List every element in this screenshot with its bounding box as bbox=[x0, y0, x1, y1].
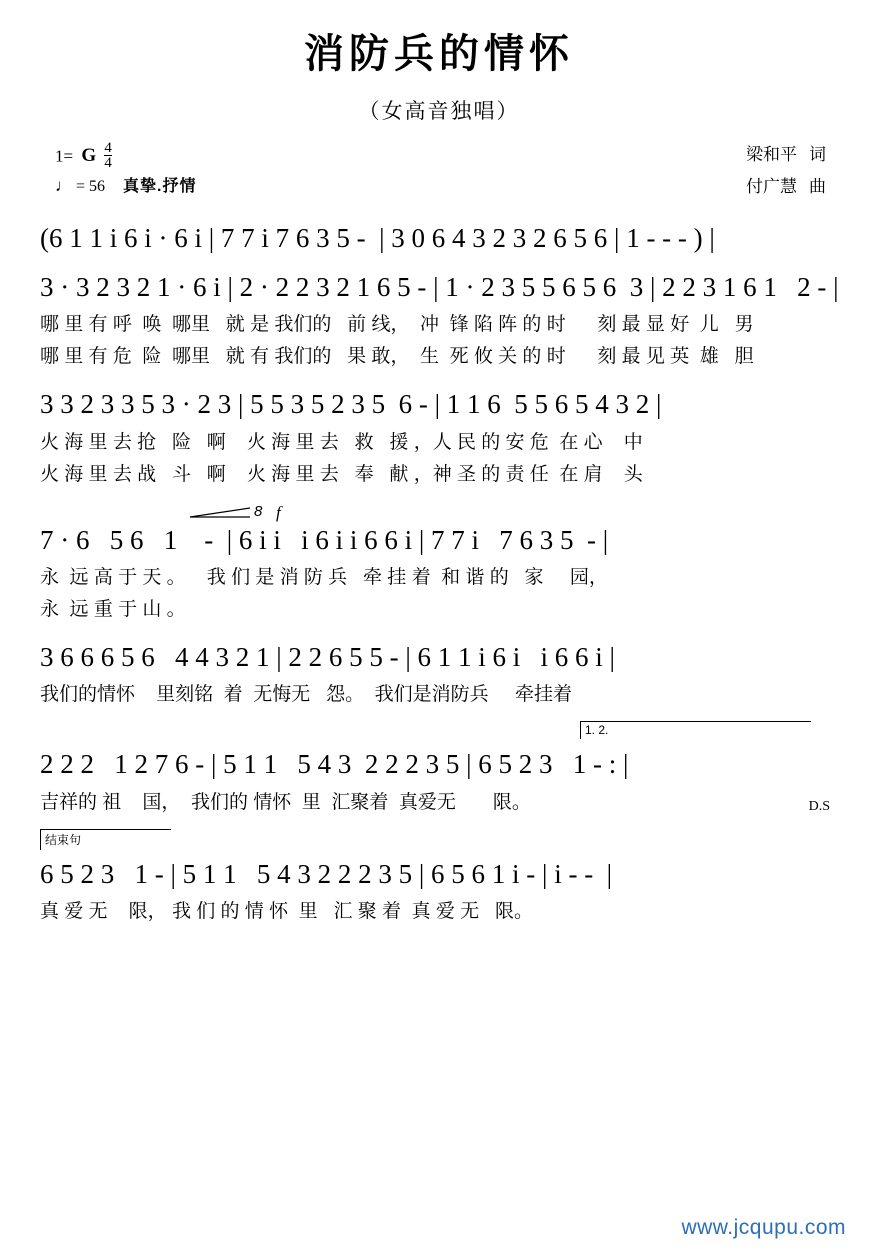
expression-marking: 真挚.抒情 bbox=[123, 178, 197, 195]
notation-line: 7 · 6 5 6 1 - | 6 i i i 6 i i 6 6 i | 7 7 i 7 6 3 5 - | bbox=[40, 524, 609, 555]
tempo-value: = 56 bbox=[76, 178, 106, 195]
dal-segno-mark: D.S bbox=[808, 799, 830, 815]
page-title: 消防兵的情怀 bbox=[304, 32, 574, 76]
lyric-line-2: 永 远 重 于 山 。 bbox=[40, 599, 186, 621]
system-2 bbox=[40, 266, 838, 375]
composer-role: 曲 bbox=[809, 177, 826, 197]
source-url[interactable]: www.jcqupu.com bbox=[681, 1216, 846, 1239]
score-metadata bbox=[0, 139, 878, 217]
notation-line: 3 3 2 3 3 5 3 · 2 3 | 5 5 3 5 2 3 5 6 - | 1 1 6 5 5 6 5 4 3 2 | bbox=[40, 389, 662, 420]
key-label: 1= bbox=[55, 146, 74, 166]
lyric-line-1: 我们的情怀 里刻铭 着 无悔无 怨。 我们是消防兵 牵挂着 bbox=[40, 684, 573, 706]
lyricist-role: 词 bbox=[809, 145, 826, 164]
composer-line bbox=[746, 171, 826, 203]
octave-mark: 8 bbox=[254, 502, 263, 520]
lyric-line-1: 火 海 里 去 抢 险 啊 火 海 里 去 救 援 ，人 民 的 安 危 在 心 中 bbox=[40, 431, 643, 453]
lyric-line-2: 哪 里 有 危 险 哪里 就 有 我们的 果 敢， 生 死 攸 关 的 时 刻 最 见 英 雄 胆 bbox=[40, 346, 754, 368]
notation-line: 3 6 6 6 5 6 4 4 3 2 1 | 2 2 6 5 5 - | 6 1 1 i 6 i i 6 6 i | bbox=[40, 642, 615, 673]
notation-line: (6 1 1 i 6 i · 6 i | 7 7 i 7 6 3 5 - | 3 0 6 4 3 2 3 2 6 5 6 | 1 - - - ) | bbox=[40, 223, 715, 253]
system-7 bbox=[40, 829, 838, 930]
system-3 bbox=[40, 383, 838, 492]
time-signature bbox=[104, 141, 112, 171]
lyricist-name: 梁和平 bbox=[746, 145, 797, 164]
quarter-note-icon: ♩ bbox=[55, 176, 72, 195]
sheet-music-page bbox=[0, 22, 878, 1254]
credits-block bbox=[746, 139, 826, 204]
lyric-line-1: 真 爱 无 限， 我 们 的 情 怀 里 汇 聚 着 真 爱 无 限。 bbox=[40, 900, 533, 922]
lyric-line-1: 永 远 高 于 天 。 我 们 是 消 防 兵 牵 挂 着 和 谐 的 家 园， bbox=[40, 566, 608, 588]
lyric-line-1: 哪 里 有 呼 唤 哪里 就 是 我们的 前 线， 冲 锋 陷 阵 的 时 刻 最 显 好 儿 男 bbox=[40, 314, 754, 336]
notation-line: 2 2 2 1 2 7 6 - | 5 1 1 5 4 3 2 2 2 3 5 | 6 5 2 3 1 - : | bbox=[40, 749, 629, 780]
system-5 bbox=[40, 636, 838, 713]
system-6 bbox=[40, 721, 838, 820]
tempo-marking bbox=[55, 173, 196, 196]
key-note: G bbox=[81, 145, 97, 167]
crescendo-hairpin-icon bbox=[190, 507, 252, 519]
notation-line: 3 · 3 2 3 2 1 · 6 i | 2 · 2 2 3 2 1 6 5 - | 1 · 2 3 5 5 6 5 6 3 | 2 2 3 1 6 1 2 - | bbox=[40, 272, 839, 303]
system-1 bbox=[40, 217, 838, 258]
lyricist-line bbox=[746, 139, 826, 171]
time-signature-top: 4 bbox=[104, 140, 112, 156]
key-signature bbox=[55, 141, 112, 171]
system-4 bbox=[40, 501, 838, 628]
volta-bracket: 1. 2. bbox=[580, 721, 811, 739]
time-signature-bottom: 4 bbox=[104, 155, 112, 172]
notation-line: 6 5 2 3 1 - | 5 1 1 5 4 3 2 2 2 3 5 | 6 5 6 1 i - | i - - | bbox=[40, 858, 613, 889]
lyric-line-2: 火 海 里 去 战 斗 啊 火 海 里 去 奉 献 ，神 圣 的 责 任 在 肩 头 bbox=[40, 463, 643, 485]
lyric-line-1: 吉祥的 祖 国， 我们的 情怀 里 汇聚着 真爱无 限。 bbox=[40, 791, 531, 813]
page-subtitle: （女高音独唱） bbox=[358, 100, 520, 123]
coda-bracket: 结束句 bbox=[40, 829, 171, 850]
dynamic-forte: f bbox=[276, 502, 281, 522]
composer-name: 付广慧 bbox=[746, 177, 797, 197]
